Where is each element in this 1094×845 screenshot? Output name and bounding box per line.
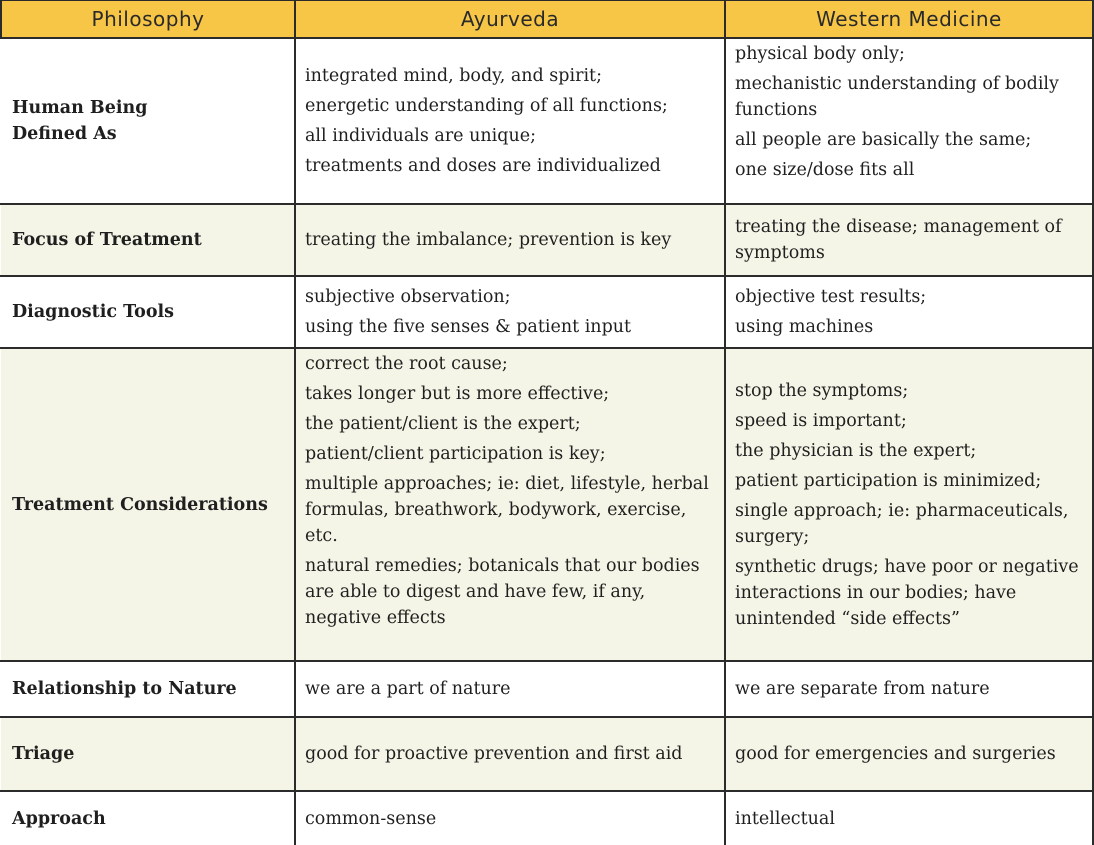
table-row bbox=[1, 276, 1093, 348]
list-item: using machines bbox=[735, 317, 874, 337]
row-label bbox=[1, 38, 295, 204]
header-western-medicine: Western Medicine bbox=[725, 1, 1093, 39]
western-cell bbox=[725, 276, 1093, 348]
list-item: synthetic drugs; have poor or negative interactions in our bodies; have unintended “side effects” bbox=[735, 556, 1079, 629]
row-label: Focus of Treatment bbox=[1, 204, 295, 276]
table-row bbox=[1, 661, 1093, 717]
row-label: Diagnostic Tools bbox=[1, 276, 295, 348]
ayurveda-cell bbox=[295, 276, 725, 348]
row-label: Relationship to Nature bbox=[1, 661, 295, 717]
list-item: the physician is the expert; bbox=[735, 440, 977, 461]
row-label-line: Human Being bbox=[12, 98, 148, 118]
list-item: patient participation is minimized; bbox=[735, 470, 1042, 491]
list-item: takes longer but is more effective; bbox=[305, 384, 610, 404]
list-item: natural remedies; botanicals that our bodies are able to digest and have few, if any, negative effects bbox=[305, 556, 700, 628]
western-cell bbox=[725, 38, 1093, 204]
table-row bbox=[1, 717, 1093, 791]
western-cell bbox=[725, 661, 1093, 717]
ayurveda-cell bbox=[295, 348, 725, 661]
table-row bbox=[1, 204, 1093, 276]
list-item: the patient/client is the expert; bbox=[305, 414, 581, 434]
list-item: integrated mind, body, and spirit; bbox=[305, 66, 602, 86]
list-item: good for emergencies and surgeries bbox=[735, 744, 1056, 764]
list-item: energetic understanding of all functions; bbox=[305, 96, 668, 116]
list-item: we are a part of nature bbox=[305, 679, 511, 699]
header-philosophy: Philosophy bbox=[1, 1, 295, 39]
list-item: multiple approaches; ie: diet, lifestyle, herbal formulas, breathwork, bodywork, exercise, etc. bbox=[305, 474, 709, 546]
row-label: Triage bbox=[1, 717, 295, 791]
list-item: objective test results; bbox=[735, 287, 927, 307]
header-row bbox=[1, 1, 1093, 39]
list-item: mechanistic understanding of bodily functions bbox=[735, 74, 1059, 120]
row-label-line: Defined As bbox=[12, 124, 117, 144]
list-item: correct the root cause; bbox=[305, 354, 508, 374]
list-item: good for proactive prevention and first aid bbox=[305, 744, 683, 764]
ayurveda-cell bbox=[295, 38, 725, 204]
ayurveda-cell bbox=[295, 791, 725, 845]
western-cell bbox=[725, 791, 1093, 845]
western-cell bbox=[725, 204, 1093, 276]
list-item: treatments and doses are individualized bbox=[305, 156, 661, 176]
list-item: one size/dose fits all bbox=[735, 160, 915, 180]
list-item: speed is important; bbox=[735, 410, 907, 431]
list-item: we are separate from nature bbox=[735, 679, 990, 699]
table-row bbox=[1, 791, 1093, 845]
list-item: treating the imbalance; prevention is key bbox=[305, 230, 672, 250]
header-ayurveda: Ayurveda bbox=[295, 1, 725, 39]
list-item: subjective observation; bbox=[305, 287, 511, 307]
list-item: all individuals are unique; bbox=[305, 126, 536, 146]
western-cell bbox=[725, 717, 1093, 791]
table-row bbox=[1, 38, 1093, 204]
row-label: Treatment Considerations bbox=[1, 348, 295, 661]
list-item: all people are basically the same; bbox=[735, 130, 1032, 150]
ayurveda-cell bbox=[295, 204, 725, 276]
list-item: common-sense bbox=[305, 808, 437, 829]
list-item: patient/client participation is key; bbox=[305, 444, 606, 464]
ayurveda-cell bbox=[295, 717, 725, 791]
table-row bbox=[1, 348, 1093, 661]
list-item: treating the disease; management of symptoms bbox=[735, 217, 1062, 263]
list-item: single approach; ie: pharmaceuticals, surgery; bbox=[735, 500, 1069, 547]
row-label: Approach bbox=[1, 791, 295, 845]
list-item: physical body only; bbox=[735, 44, 905, 64]
western-cell bbox=[725, 348, 1093, 661]
list-item: stop the symptoms; bbox=[735, 380, 909, 401]
list-item: intellectual bbox=[735, 808, 835, 829]
list-item: using the five senses & patient input bbox=[305, 317, 632, 337]
ayurveda-cell bbox=[295, 661, 725, 717]
